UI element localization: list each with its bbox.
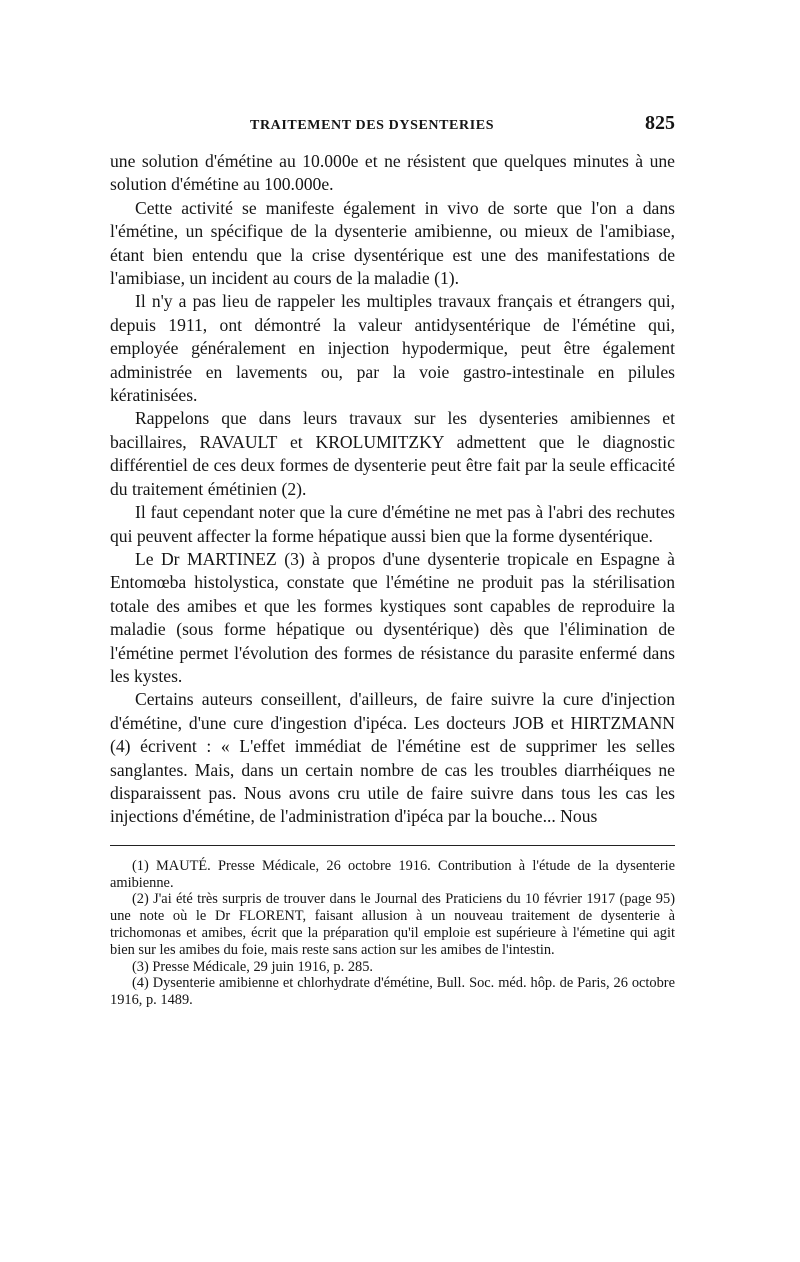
paragraph-6: Le Dr MARTINEZ (3) à propos d'une dysenterie tropicale en Espagne à Entomœba histolystica, constate que l'émétine ne produit pas la stérilisation totale des amibes et que les formes kystiques sont capables de reproduire la maladie (sous forme hépatique ou dysentérique) dès que l'élimination de l'émétine permet l'évolution des formes de résistance du parasite enfermé dans les kystes. <box>110 548 675 686</box>
running-header <box>110 112 675 140</box>
footnote-2: (2) J'ai été très surpris de trouver dans le Journal des Praticiens du 10 février 1917 (page 95) une note où le Dr FLORENT, faisant allusion à un nouveau traitement de dysenterie à trichomonas et amibes, écrit que la préparation qu'il emploie est supérieure à l'émetine qui agit bien sur les amibes du foie, mais reste sans action sur les amibes de l'intestin. <box>110 891 675 958</box>
page-number: 825 <box>645 112 675 134</box>
running-title: TRAITEMENT DES DYSENTERIES <box>250 118 495 133</box>
paragraph-3: Il n'y a pas lieu de rappeler les multiples travaux français et étrangers qui, depuis 1911, ont démontré la valeur antidysentérique de l'émétine qui, employée généralement en injection hypodermique, peut être également administrée en lavements ou, par la voie gastro-intestinale en pilules kératinisées. <box>110 291 675 406</box>
footnotes <box>110 858 675 1009</box>
paragraph-7: Certains auteurs conseillent, d'ailleurs, de faire suivre la cure d'injection d'émétine, d'une cure d'ingestion d'ipéca. Les docteurs JOB et HIRTZMANN (4) écrivent : « L'effet immédiat de l'émétine est de supprimer les selles sanglantes. Mais, dans un certain nombre de cas les troubles diarrhéiques ne disparaissent pas. Nous avons cru utile de faire suivre dans tous les cas les injections d'émétine, de l'administration d'ipéca par la bouche... Nous <box>110 689 675 827</box>
paragraph-1: une solution d'émétine au 10.000e et ne résistent que quelques minutes à une solution d'émétine au 100.000e. <box>110 151 675 195</box>
paragraph-4: Rappelons que dans leurs travaux sur les dysenteries amibiennes et bacillaires, RAVAULT et KROLUMITZKY admettent que le diagnostic différentiel de ces deux formes de dysenterie peut être fait par la seule efficacité du traitement émétinien (2). <box>110 408 675 499</box>
paragraph-5: Il faut cependant noter que la cure d'émétine ne met pas à l'abri des rechutes qui peuvent affecter la forme hépatique aussi bien que la forme dysentérique. <box>110 502 675 546</box>
footnote-3: (3) Presse Médicale, 29 juin 1916, p. 285. <box>132 958 374 975</box>
book-page <box>110 112 675 1009</box>
footnote-4: (4) Dysenterie amibienne et chlorhydrate d'émétine, Bull. Soc. méd. hôp. de Paris, 26 octobre 1916, p. 1489. <box>110 975 675 1009</box>
footnote-1: (1) MAUTÉ. Presse Médicale, 26 octobre 1916. Contribution à l'étude de la dysenterie amibienne. <box>110 857 675 891</box>
footnote-divider <box>110 845 675 846</box>
main-text <box>110 150 675 829</box>
paragraph-2: Cette activité se manifeste également in vivo de sorte que l'on a dans l'émétine, un spécifique de la dysenterie amibienne, ou mieux de l'amibiase, étant bien entendu que la crise dysentérique est une des manifestations de l'amibiase, un incident au cours de la maladie (1). <box>110 197 675 289</box>
